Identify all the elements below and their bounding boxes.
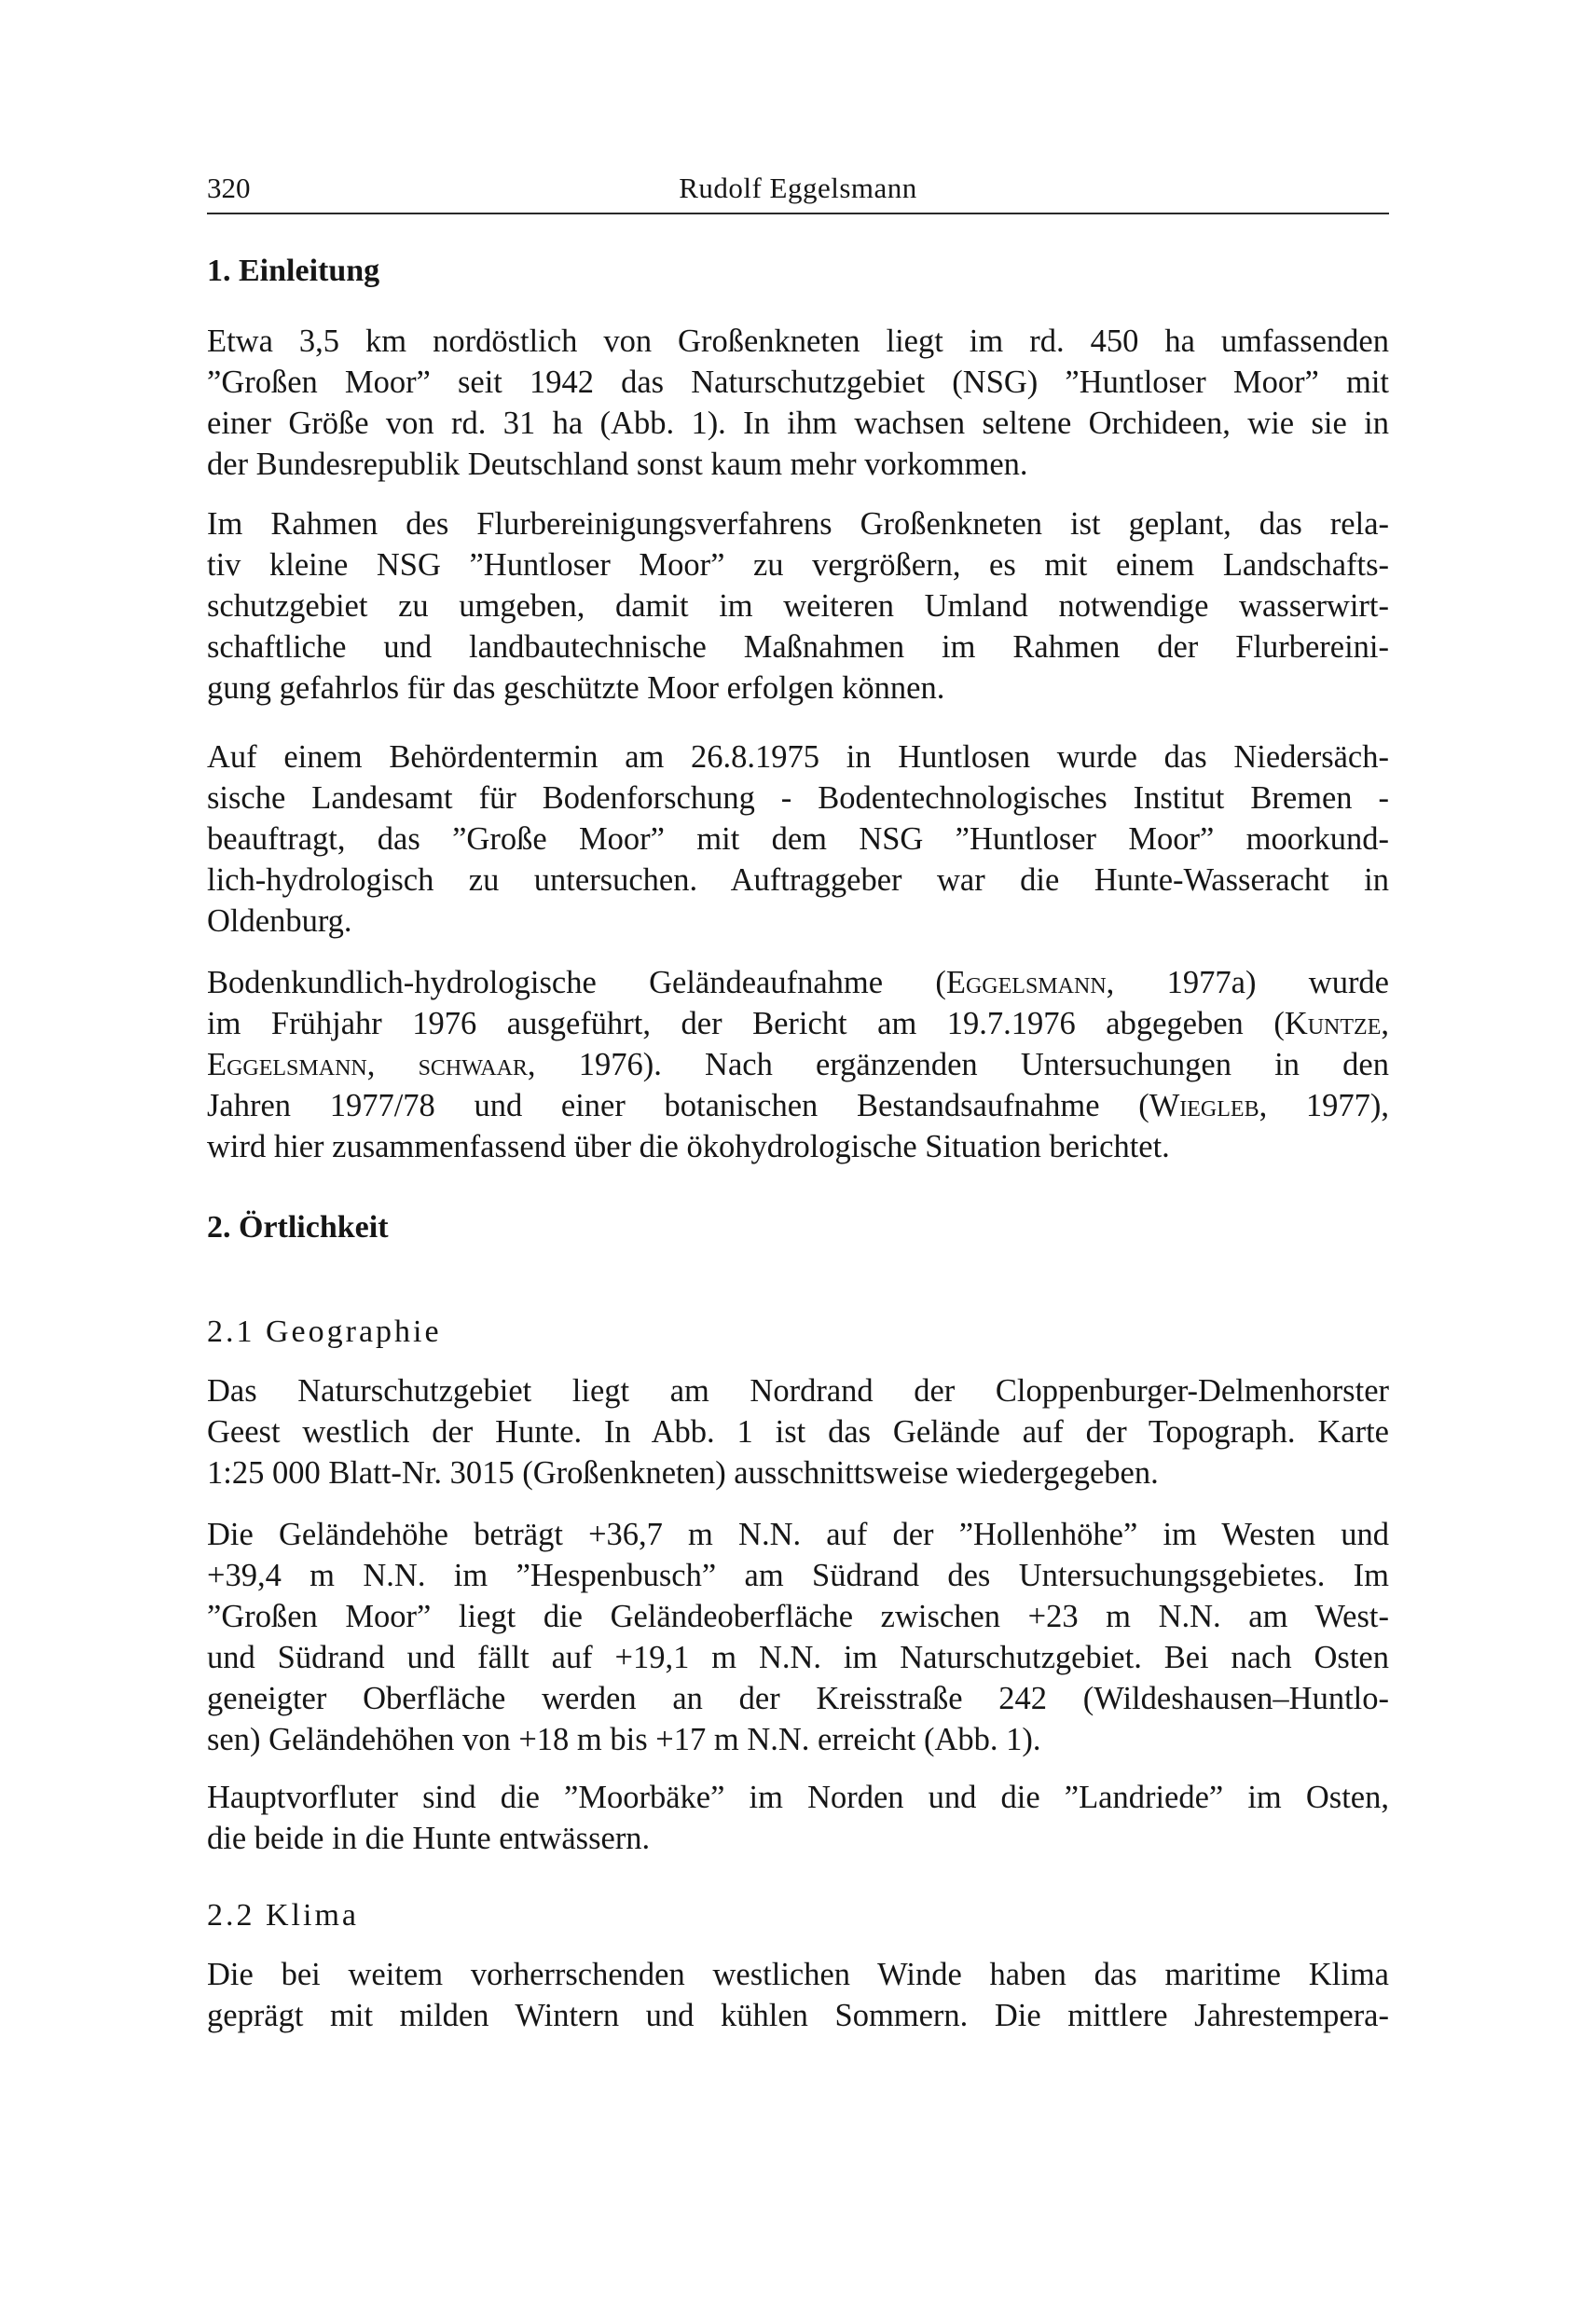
- author-citation: Eggelsmann: [945, 965, 1107, 1000]
- text-line: tiv kleine NSG ”Huntloser Moor” zu vergrößern, es mit einem Landschafts-: [207, 547, 1389, 583]
- paragraph-klima-1: [207, 1954, 1389, 2036]
- paragraph-einleitung-3: [207, 736, 1389, 942]
- author-citation: Eggelsmann: [207, 1047, 367, 1082]
- text-line: beauftragt, das ”Große Moor” mit dem NSG ”Huntloser Moor” moorkund-: [207, 821, 1389, 857]
- text-line: einer Größe von rd. 31 ha (Abb. 1). In ihm wachsen seltene Orchideen, wie sie in: [207, 406, 1389, 441]
- text-line: sen) Geländehöhen von +18 m bis +17 m N.N. erreicht (Abb. 1).: [207, 1722, 1041, 1757]
- author-citation: Wiegleb: [1149, 1088, 1259, 1123]
- text-line: 1:25 000 Blatt-Nr. 3015 (Großenkneten) ausschnittsweise wiedergegeben.: [207, 1455, 1159, 1491]
- text-line: Bodenkundlich-hydrologische Geländeaufnahme (Eggelsmann, 1977a) wurde: [207, 965, 1389, 1000]
- subsection-heading-geographie: 2.1 Geographie: [207, 1314, 442, 1349]
- text-line: gung gefahrlos für das geschützte Moor erfolgen können.: [207, 670, 945, 706]
- running-header: [207, 166, 1389, 214]
- paragraph-einleitung-2: [207, 503, 1389, 709]
- author-citation: schwaar: [418, 1047, 528, 1082]
- subsection-heading-klima: 2.2 Klima: [207, 1898, 359, 1933]
- paragraph-geographie-2: [207, 1514, 1389, 1760]
- text-line: Oldenburg.: [207, 903, 352, 939]
- paragraph-geographie-1: [207, 1370, 1389, 1493]
- text-line: +39,4 m N.N. im ”Hespenbusch” am Südrand des Untersuchungsgebietes. Im: [207, 1558, 1389, 1593]
- text-line: sische Landesamt für Bodenforschung - Bodentechnologisches Institut Bremen -: [207, 780, 1389, 816]
- running-header-author: Rudolf Eggelsmann: [679, 172, 917, 204]
- text-line: Im Rahmen des Flurbereinigungsverfahrens Großenkneten ist geplant, das rela-: [207, 506, 1389, 542]
- text-line: Eggelsmann, schwaar, 1976). Nach ergänzenden Untersuchungen in den: [207, 1047, 1389, 1082]
- text-line: wird hier zusammenfassend über die ökohydrologische Situation berichtet.: [207, 1129, 1170, 1164]
- text-line: und Südrand und fällt auf +19,1 m N.N. im Naturschutzgebiet. Bei nach Osten: [207, 1640, 1389, 1675]
- page-number: 320: [207, 172, 251, 204]
- text-line: schaftliche und landbautechnische Maßnahmen im Rahmen der Flurbereini-: [207, 629, 1389, 665]
- section-heading-oertlichkeit: 2. Örtlichkeit: [207, 1210, 389, 1245]
- author-citation: Kuntze: [1284, 1006, 1382, 1041]
- text-line: schutzgebiet zu umgeben, damit im weiteren Umland notwendige wasserwirt-: [207, 588, 1389, 624]
- text-line: die beide in die Hunte entwässern.: [207, 1821, 651, 1856]
- text-line: Jahren 1977/78 und einer botanischen Bestandsaufnahme (Wiegleb, 1977),: [207, 1088, 1389, 1123]
- paragraph-einleitung-4: [207, 962, 1389, 1167]
- text-line: im Frühjahr 1976 ausgeführt, der Bericht am 19.7.1976 abgegeben (Kuntze,: [207, 1006, 1389, 1041]
- text-line: Hauptvorfluter sind die ”Moorbäke” im Norden und die ”Landriede” im Osten,: [207, 1780, 1389, 1815]
- text-line: Die Geländehöhe beträgt +36,7 m N.N. auf der ”Hollenhöhe” im Westen und: [207, 1517, 1389, 1552]
- text-line: Auf einem Behördentermin am 26.8.1975 in Huntlosen wurde das Niedersäch-: [207, 739, 1389, 775]
- text-line: Geest westlich der Hunte. In Abb. 1 ist das Gelände auf der Topograph. Karte: [207, 1414, 1389, 1450]
- text-line: Etwa 3,5 km nordöstlich von Großenkneten liegt im rd. 450 ha umfassenden: [207, 323, 1389, 359]
- paragraph-einleitung-1: [207, 321, 1389, 485]
- paragraph-geographie-3: [207, 1777, 1389, 1859]
- section-heading-einleitung: 1. Einleitung: [207, 254, 380, 288]
- text-line: Die bei weitem vorherrschenden westlichen Winde haben das maritime Klima: [207, 1957, 1389, 1992]
- text-line: geneigter Oberfläche werden an der Kreisstraße 242 (Wildeshausen–Huntlo-: [207, 1681, 1389, 1716]
- text-line: lich-hydrologisch zu untersuchen. Auftraggeber war die Hunte-Wasseracht in: [207, 862, 1389, 898]
- text-line: geprägt mit milden Wintern und kühlen Sommern. Die mittlere Jahrestempera-: [207, 1998, 1389, 2033]
- text-line: der Bundesrepublik Deutschland sonst kaum mehr vorkommen.: [207, 447, 1028, 482]
- text-line: Das Naturschutzgebiet liegt am Nordrand der Cloppenburger-Delmenhorster: [207, 1373, 1389, 1409]
- text-line: ”Großen Moor” seit 1942 das Naturschutzgebiet (NSG) ”Huntloser Moor” mit: [207, 365, 1389, 400]
- text-line: ”Großen Moor” liegt die Geländeoberfläche zwischen +23 m N.N. am West-: [207, 1599, 1389, 1634]
